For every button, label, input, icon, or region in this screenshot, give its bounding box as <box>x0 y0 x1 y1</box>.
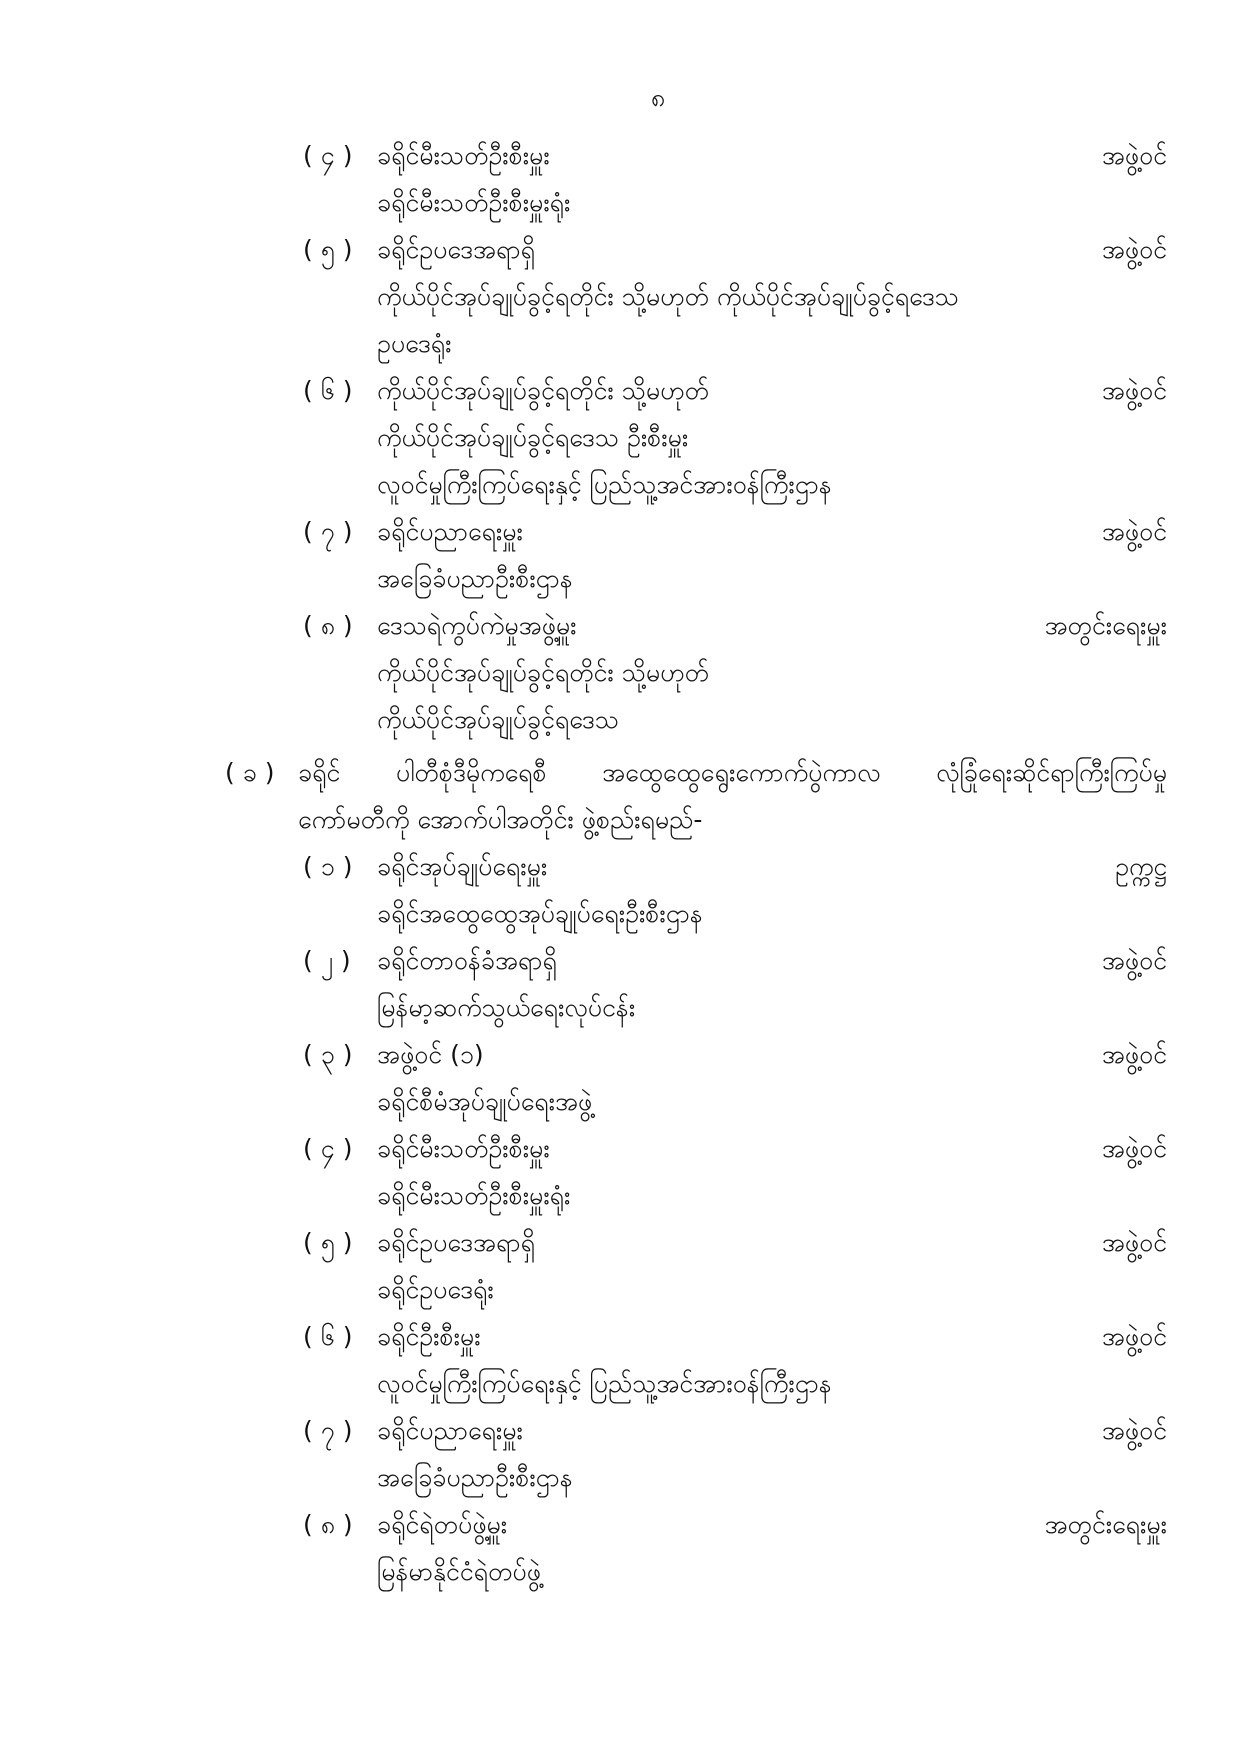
item-role: အဖွဲ့ဝင် <box>1094 937 1167 984</box>
item-line: ခရိုင်စီမံအုပ်ချုပ်ရေးအဖွဲ့ <box>377 1087 593 1116</box>
item-text <box>377 1219 1167 1313</box>
page-number: ၈ <box>650 83 666 112</box>
item-text <box>377 367 1167 508</box>
item-line: အခြေခံပညာဦးစီးဌာန <box>377 564 573 593</box>
item-line: ကိုယ်ပိုင်အုပ်ချုပ်ခွင့်ရတိုင်း သို့မဟုတ် <box>377 658 709 687</box>
item-role: အဖွဲ့ဝင် <box>1094 508 1167 555</box>
item-line: ကိုယ်ပိုင်အုပ်ချုပ်ခွင့်ရတိုင်း သို့မဟုတ် <box>377 376 709 405</box>
item-line: ခရိုင်ဥပဒေရုံး <box>377 1275 494 1304</box>
section-text <box>298 749 1167 843</box>
section-b-paragraph <box>225 749 1167 843</box>
list-item <box>303 1219 1167 1313</box>
item-line: ခရိုင်ပညာရေးမှူး <box>377 517 523 546</box>
item-role: အတွင်းရေးမှူး <box>1037 602 1167 649</box>
item-text <box>377 226 1167 367</box>
item-line: ခရိုင်ဥပဒေအရာရှိ <box>377 235 535 264</box>
item-line: ခရိုင်အုပ်ချုပ်ရေးမှူး <box>377 852 548 881</box>
list-item <box>303 508 1167 602</box>
list-item <box>303 937 1167 1031</box>
item-line: ခရိုင်ဥပဒေအရာရှိ <box>377 1228 535 1257</box>
item-number: ( ၈ ) <box>303 1510 353 1539</box>
item-role: အဖွဲ့ဝင် <box>1094 1125 1167 1172</box>
item-number: ( ၇ ) <box>303 517 353 546</box>
section-number: ( ခ ) <box>225 758 275 787</box>
item-number: ( ၈ ) <box>303 611 353 640</box>
item-line: အခြေခံပညာဦးစီးဌာန <box>377 1463 573 1492</box>
item-line: ခရိုင်မီးသတ်ဦးစီးမှူးရုံး <box>377 1181 571 1210</box>
item-line: ခရိုင်ပညာရေးမှူး <box>377 1416 523 1445</box>
item-text <box>377 937 1167 1031</box>
section-line: ကော်မတီကို အောက်ပါအတိုင်း ဖွဲ့စည်းရမည်- <box>298 805 703 834</box>
item-number: ( ၄ ) <box>303 1134 353 1163</box>
list-item <box>303 132 1167 226</box>
list-item <box>303 367 1167 508</box>
list-item <box>303 1407 1167 1501</box>
item-line: မြန်မာ့ဆက်သွယ်ရေးလုပ်ငန်း <box>377 993 636 1022</box>
item-line: ခရိုင်ဦးစီးမှူး <box>377 1322 481 1351</box>
list-item <box>303 1031 1167 1125</box>
list-item <box>303 1125 1167 1219</box>
item-text <box>377 508 1167 602</box>
document-body <box>0 132 1241 1595</box>
item-number: ( ၇ ) <box>303 1416 353 1445</box>
item-role: အဖွဲ့ဝင် <box>1094 226 1167 273</box>
item-role: အဖွဲ့ဝင် <box>1094 367 1167 414</box>
item-text <box>377 1031 1167 1125</box>
item-line: အဖွဲ့ဝင် (၁) <box>377 1040 484 1069</box>
item-role: အဖွဲ့ဝင် <box>1094 1219 1167 1266</box>
item-number: ( ၁ ) <box>303 852 353 881</box>
list-item <box>303 1501 1167 1595</box>
item-line: ခရိုင်အထွေထွေအုပ်ချုပ်ရေးဦးစီးဌာန <box>377 899 703 928</box>
item-number: ( ၆ ) <box>303 1322 353 1351</box>
list-item <box>303 602 1167 743</box>
item-line: ကိုယ်ပိုင်အုပ်ချုပ်ခွင့်ရဒေသ <box>377 705 620 734</box>
item-number: ( ၂ ) <box>303 946 351 975</box>
item-role: ဥက္ကဋ္ဌ <box>1107 843 1167 890</box>
item-line: ခရိုင်မီးသတ်ဦးစီးမှူး <box>377 1134 550 1163</box>
item-role: အဖွဲ့ဝင် <box>1094 132 1167 179</box>
item-line: လူဝင်မှုကြီးကြပ်ရေးနှင့် ပြည်သူ့အင်အားဝန်ကြီးဌာန <box>377 470 832 499</box>
item-line: ခရိုင်မီးသတ်ဦးစီးမှူးရုံး <box>377 188 571 217</box>
item-number: ( ၅ ) <box>303 235 353 264</box>
item-number: ( ၃ ) <box>303 1040 353 1069</box>
item-line: ဒေသရဲကွပ်ကဲမှုအဖွဲ့မှူး <box>377 611 577 640</box>
item-text <box>377 1313 1167 1407</box>
item-text <box>377 843 1167 937</box>
item-role: အတွင်းရေးမှူး <box>1037 1501 1167 1548</box>
item-line: ခရိုင်ရဲတပ်ဖွဲ့မှူး <box>377 1510 508 1539</box>
item-role: အဖွဲ့ဝင် <box>1094 1407 1167 1454</box>
list-item <box>303 1313 1167 1407</box>
item-role: အဖွဲ့ဝင် <box>1094 1313 1167 1360</box>
item-text <box>377 1407 1167 1501</box>
item-text <box>377 1125 1167 1219</box>
item-number: ( ၆ ) <box>303 376 353 405</box>
item-number: ( ၄ ) <box>303 141 353 170</box>
item-line: မြန်မာနိုင်ငံရဲတပ်ဖွဲ့ <box>377 1557 541 1586</box>
item-line: ခရိုင်တာဝန်ခံအရာရှိ <box>377 946 557 975</box>
item-line: ကိုယ်ပိုင်အုပ်ချုပ်ခွင့်ရတိုင်း သို့မဟုတ် ကိုယ်ပိုင်အုပ်ချုပ်ခွင့်ရဒေသ <box>377 282 959 311</box>
item-role: အဖွဲ့ဝင် <box>1094 1031 1167 1078</box>
item-line: ခရိုင်မီးသတ်ဦးစီးမှူး <box>377 141 550 170</box>
list-item <box>303 226 1167 367</box>
item-text <box>377 132 1167 226</box>
list-item <box>303 843 1167 937</box>
item-line: ဥပဒေရုံး <box>377 329 452 358</box>
item-line: ကိုယ်ပိုင်အုပ်ချုပ်ခွင့်ရဒေသ ဦးစီးမှူး <box>377 423 689 452</box>
section-line: ခရိုင် ပါတီစုံဒီမိုကရေစီ အထွေထွေရွေးကောက်ပွဲကာလ လုံခြုံရေးဆိုင်ရာကြီးကြပ်မှု <box>298 758 1167 787</box>
item-number: ( ၅ ) <box>303 1228 353 1257</box>
item-line: လူဝင်မှုကြီးကြပ်ရေးနှင့် ပြည်သူ့အင်အားဝန်ကြီးဌာန <box>377 1369 832 1398</box>
